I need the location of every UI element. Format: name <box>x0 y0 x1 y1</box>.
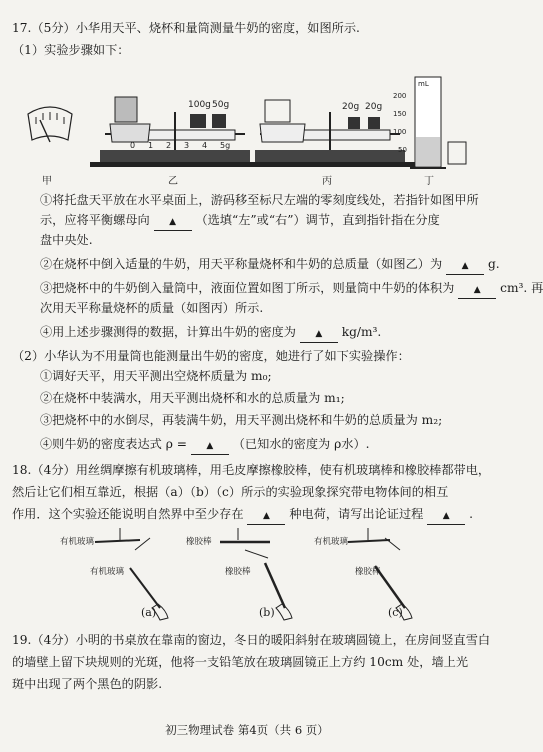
q19-line2: 的墙壁上留下块规则的光斑，他将一支铅笔放在玻璃圆镜正上方约 10cm 处，墙上光 <box>12 655 469 669</box>
label-a-bottom: 有机玻璃 <box>90 567 125 577</box>
answer-blank <box>191 436 229 455</box>
scale-num-3: 3 <box>184 141 190 150</box>
answer-blank <box>458 280 496 299</box>
balance-figure-bing <box>245 100 415 167</box>
q17-part2-step2: ②在烧杯中装满水，用天平测出烧杯和水的总质量为 m₁; <box>40 391 345 405</box>
q18-line1: 18.（4分）用丝绸摩擦有机玻璃棒，用毛皮摩擦橡胶棒，使有机玻璃棒和橡胶棒都带电， <box>12 463 491 477</box>
fig-label-yi: 乙 <box>168 176 178 187</box>
cylinder-unit-label: mL <box>418 80 429 88</box>
triangle-mark: ▲ <box>442 511 450 521</box>
triangle-mark: ▲ <box>206 441 214 451</box>
balance-figure-yi <box>90 97 260 167</box>
q18-line3 <box>12 506 494 525</box>
label-c-bottom: 橡胶棒 <box>355 567 381 577</box>
q19-line1: 19.（4分）小明的书桌放在靠南的窗边，冬日的暖阳斜射在玻璃圆镜上，在房间竖直雪白 <box>12 633 491 647</box>
q17-part2-heading: （2）小华认为不用量筒也能测量出牛奶的密度，她进行了如下实验操作： <box>12 349 410 363</box>
cylinder-tick-50: 50 <box>398 146 407 154</box>
cylinder-tick-100: 100 <box>393 128 407 136</box>
q17-step1-line1: ①将托盘天平放在水平桌面上，游码移至标尺左端的零刻度线处，若指针如图甲所 <box>40 193 479 207</box>
q17-part2-step4 <box>40 436 494 455</box>
cylinder-tick-150: 150 <box>393 110 407 118</box>
q17-step1-line2-text-a: 示，应将平衡螺母向 <box>40 213 150 227</box>
triangle-mark: ▲ <box>169 217 177 227</box>
q17-part1-heading: （1）实验步骤如下： <box>12 43 130 57</box>
q17-step2-text-b: g. <box>487 257 500 271</box>
answer-blank <box>300 324 338 343</box>
label-a-top: 有机玻璃 <box>60 537 95 547</box>
scale-num-1: 1 <box>148 141 154 150</box>
q17-part2-step4-text-b: （已知水的密度为 ρ水）. <box>232 437 370 451</box>
answer-blank <box>247 506 285 525</box>
fig-label-ding: 丁 <box>424 176 434 187</box>
triangle-mark: ▲ <box>262 511 270 521</box>
weight-label-50g: 50g <box>212 100 230 110</box>
answer-blank <box>154 212 192 231</box>
q17-step4-text-a: ④用上述步骤测得的数据，计算出牛奶的密度为 <box>40 325 296 339</box>
cylinder-tick-200: 200 <box>393 92 407 100</box>
triangle-mark: ▲ <box>315 329 323 339</box>
q17-step1-line2-text-b: （选填“左”或“右”）调节，直到指针指在分度 <box>195 213 440 227</box>
q17-title: 17.（5分）小华用天平、烧杯和量筒测量牛奶的密度，如图所示. <box>12 21 360 35</box>
label-b-top: 橡胶棒 <box>186 537 212 547</box>
weight-label-20g-a: 20g <box>342 102 360 112</box>
scale-num-5: 5g <box>220 141 231 150</box>
triangle-mark: ▲ <box>473 285 481 295</box>
weight-label-20g-b: 20g <box>365 102 383 112</box>
q18-line3-text-c: . <box>469 507 473 521</box>
dial-figure-jia <box>28 107 72 142</box>
q17-step1-line3: 盘中央处. <box>40 233 93 247</box>
q17-part2-step4-text-a: ④则牛奶的密度表达式 ρ = <box>40 437 187 451</box>
q18-line2: 然后让它们相互靠近，根据（a）（b）（c）所示的实验现象探究带电物体间的相互 <box>12 485 449 499</box>
triangle-mark: ▲ <box>461 261 469 271</box>
q17-step2-text-a: ②在烧杯中倒入适量的牛奶，用天平称量烧杯和牛奶的总质量（如图乙）为 <box>40 257 443 271</box>
q17-step3-line2: 次用天平称量烧杯的质量（如图丙）所示. <box>40 301 264 315</box>
answer-blank <box>446 256 484 275</box>
q17-step3-text-b: cm³. 再 <box>500 281 543 295</box>
page-footer: 初三物理试卷 第4页（共 6 页） <box>165 723 329 737</box>
q18-line3-text-b: 种电荷，请写出论证过程 <box>289 507 424 521</box>
q17-step1-line2 <box>40 212 494 231</box>
scale-num-4: 4 <box>202 141 208 150</box>
q17-step4 <box>40 324 494 343</box>
answer-blank <box>427 506 465 525</box>
caption-a: (a) <box>141 606 157 619</box>
q17-step2 <box>40 256 500 275</box>
fig-label-jia: 甲 <box>42 176 52 187</box>
q17-part2-step3: ③把烧杯中的水倒尽，再装满牛奶，用天平测出烧杯和牛奶的总质量为 m₂; <box>40 413 443 427</box>
weight-label-100g: 100g <box>188 100 211 110</box>
label-b-bottom: 橡胶棒 <box>225 567 251 577</box>
caption-b: (b) <box>259 606 275 619</box>
q19-line3: 斑中出现了两个黑色的阴影. <box>12 677 163 691</box>
caption-c: (c) <box>388 606 403 619</box>
q17-step3-text-a: ③把烧杯中的牛奶倒入量筒中，液面位置如图丁所示，则量筒中牛奶的体积为 <box>40 281 455 295</box>
label-c-top: 有机玻璃 <box>314 537 349 547</box>
q18-line3-text-a: 作用．这个实验还能说明自然界中至少存在 <box>12 507 244 521</box>
q17-part2-step1: ①调好天平，用天平测出空烧杯质量为 m₀; <box>40 369 272 383</box>
q18-fig-b <box>186 528 292 620</box>
q17-figure <box>20 62 475 187</box>
q17-step3-line1 <box>40 280 543 299</box>
fig-label-bing: 丙 <box>322 176 332 187</box>
scale-num-2: 2 <box>166 141 172 150</box>
scale-num-0: 0 <box>130 141 136 150</box>
q17-step4-text-b: kg/m³. <box>341 325 382 339</box>
q18-figure <box>60 528 430 623</box>
